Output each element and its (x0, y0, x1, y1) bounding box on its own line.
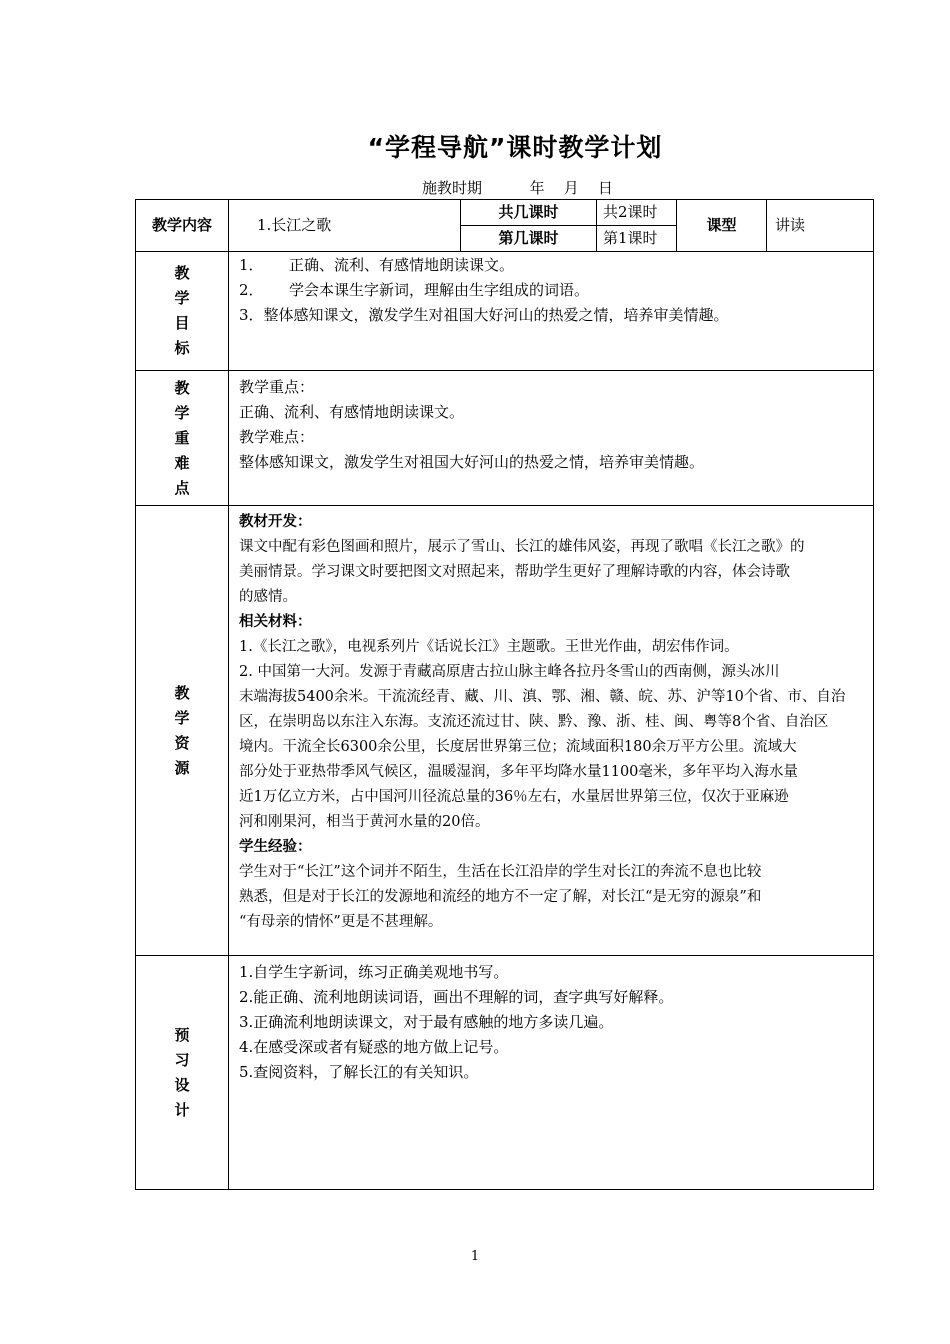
resource-line: 部分处于亚热带季风气候区，温暖湿润，多年平均降水量1100毫米，多年平均入海水量 (239, 764, 798, 780)
resource-line: 美丽情景。学习课文时要把图文对照起来，帮助学生更好了理解诗歌的内容，体会诗歌 (239, 564, 790, 580)
period-number-value: 第1课时 (597, 226, 677, 252)
student-experience-heading: 学生经验： (239, 839, 312, 855)
goals-content (229, 252, 874, 371)
key-points-label-char: 重 (174, 428, 190, 447)
preview-line: 4.在感受深或者有疑惑的地方做上记号。 (239, 1038, 509, 1056)
resource-line: 1.《长江之歌》，电视系列片《话说长江》主题歌。王世光作曲，胡宏伟作词。 (239, 639, 739, 655)
resource-line: 境内。干流全长6300余公里，长度居世界第三位；流域面积180余万平方公里。流域大 (239, 739, 797, 755)
resource-line: 课文中配有彩色图画和照片，展示了雪山、长江的雄伟风姿，再现了歌唱《长江之歌》的 (239, 539, 805, 555)
goals-label-char: 学 (174, 289, 190, 307)
key-point-line: 正确、流利、有感情地朗读课文。 (239, 403, 465, 421)
resources-label-char: 学 (174, 708, 190, 727)
total-periods-value: 共2课时 (597, 200, 677, 226)
preview-label-char: 习 (174, 1050, 190, 1069)
key-points-label-char: 难 (174, 453, 190, 472)
key-points-content (229, 371, 874, 506)
document-title: “学程导航”课时教学计划 (367, 133, 663, 162)
key-point-line: 整体感知课文，激发学生对祖国大好河山的热爱之情，培养审美情趣。 (239, 453, 705, 471)
preview-line: 2.能正确、流利地朗读词语，画出不理解的词，查字典写好解释。 (239, 988, 674, 1006)
goal-item: 1． 正确、流利、有感情地朗读课文。 (239, 256, 515, 274)
key-points-label-char: 点 (174, 478, 190, 497)
teaching-date-line: 施教时期 年 月 日 (422, 179, 613, 197)
resources-label-char: 教 (174, 683, 190, 702)
page-number: 1 (470, 1249, 480, 1264)
preview-content (229, 956, 874, 1190)
key-point-line: 教学重点： (239, 378, 315, 396)
resource-line: 近1万亿立方米，占中国河川径流总量的36％左右，水量居世界第三位，仅次于亚麻逊 (239, 789, 789, 805)
preview-line: 1.自学生字新词，练习正确美观地书写。 (239, 963, 509, 981)
key-point-line: 教学难点： (239, 428, 315, 446)
material-dev-heading: 教材开发： (239, 514, 312, 530)
period-number-label: 第几课时 (461, 226, 597, 252)
preview-label-char: 预 (174, 1025, 190, 1044)
resources-label-char: 资 (174, 733, 190, 752)
resource-line: 学生对于“长江”这个词并不陌生，生活在长江沿岸的学生对长江的奔流不息也比较 (239, 864, 762, 880)
resource-line: 的感情。 (239, 589, 297, 605)
resources-label-char: 源 (174, 758, 190, 777)
resources-label (136, 506, 229, 956)
resource-line: 区，在崇明岛以东注入东海。支流还流过甘、陕、黔、豫、浙、桂、闽、粤等8个省、自治区 (239, 714, 829, 730)
lesson-plan-table (135, 199, 874, 1190)
resources-content (229, 506, 874, 956)
resource-line: 河和刚果河，相当于黄河水量的20倍。 (239, 814, 490, 830)
resource-line: 2. 中国第一大河。发源于青藏高原唐古拉山脉主峰各拉丹冬雪山的西南侧，源头冰川 (239, 664, 780, 680)
related-material-heading: 相关材料： (239, 614, 312, 630)
resource-line: “有母亲的情怀”更是不甚理解。 (239, 914, 443, 930)
preview-label (136, 956, 229, 1190)
key-points-label-char: 学 (174, 403, 190, 422)
goals-label-char: 教 (174, 264, 190, 282)
preview-label-char: 计 (174, 1100, 190, 1119)
goals-label-char: 标 (174, 339, 190, 357)
lesson-type-label: 课型 (677, 200, 767, 252)
goals-label (136, 252, 229, 371)
preview-line: 3.正确流利地朗读课文，对于最有感触的地方多读几遍。 (239, 1013, 614, 1031)
key-points-label-char: 教 (174, 378, 190, 397)
content-label: 教学内容 (136, 200, 229, 252)
resource-line: 末端海拔5400余米。干流流经青、藏、川、滇、鄂、湘、赣、皖、苏、沪等10个省、市、自治 (239, 689, 846, 705)
goal-item: 3．整体感知课文，激发学生对祖国大好河山的热爱之情，培养审美情趣。 (239, 306, 729, 324)
preview-line: 5.查阅资料，了解长江的有关知识。 (239, 1063, 479, 1081)
goals-label-char: 目 (174, 314, 190, 332)
total-periods-label: 共几课时 (461, 200, 597, 226)
content-value: 1.长江之歌 (229, 200, 461, 252)
goal-item: 2． 学会本课生字新词，理解由生字组成的词语。 (239, 281, 590, 299)
lesson-type-value: 讲读 (767, 200, 874, 252)
key-points-label (136, 371, 229, 506)
resource-line: 熟悉，但是对于长江的发源地和流经的地方不一定了解，对长江“是无穷的源泉”和 (239, 889, 762, 905)
preview-label-char: 设 (174, 1075, 190, 1094)
